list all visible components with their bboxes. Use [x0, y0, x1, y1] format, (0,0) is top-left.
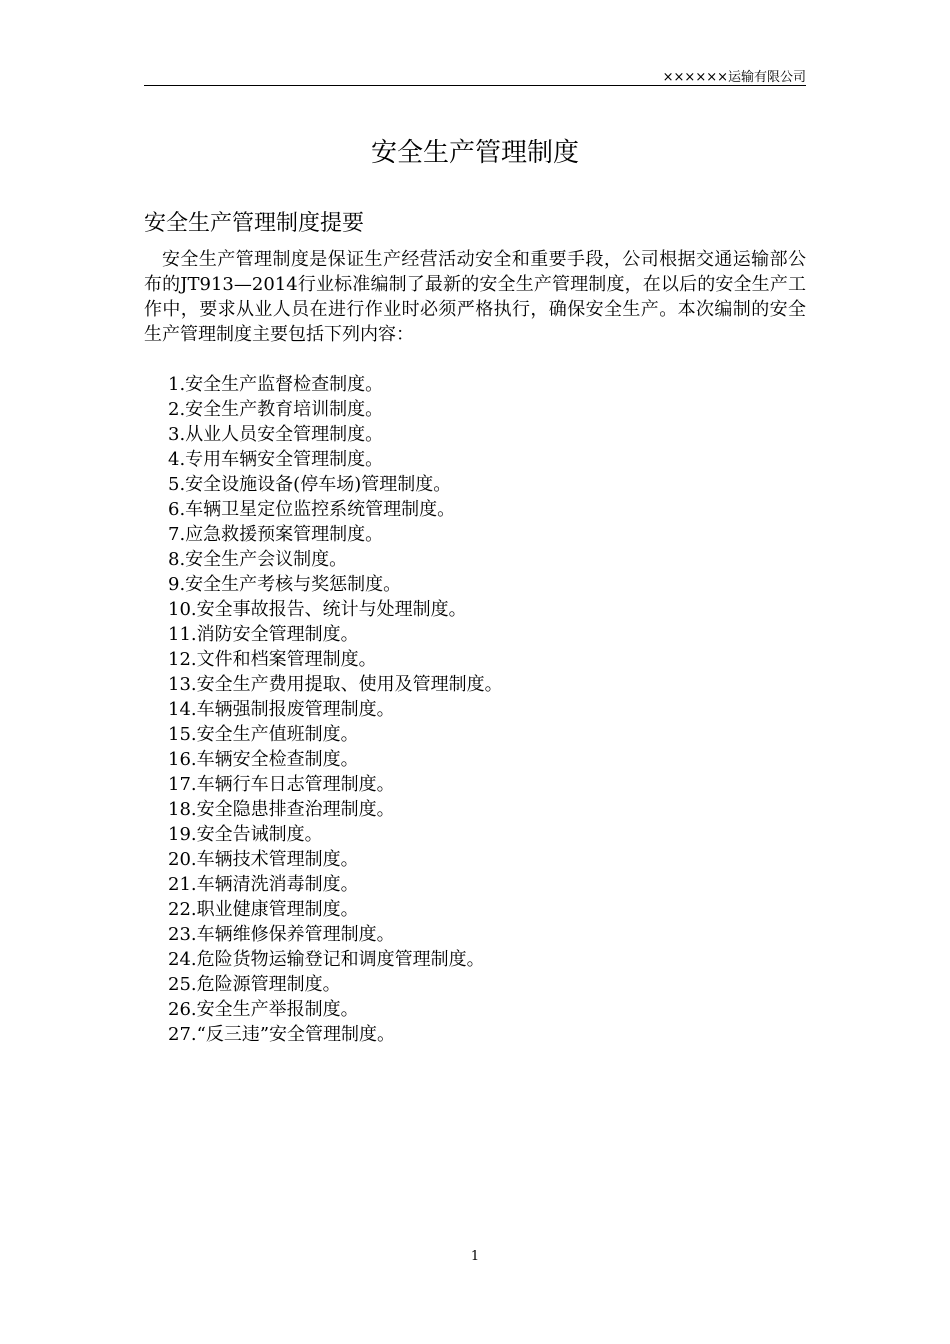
- list-item: 23.车辆维修保养管理制度。: [168, 924, 395, 945]
- list-item: 26.安全生产举报制度。: [168, 999, 359, 1020]
- list-item: 7.应急救援预案管理制度。: [168, 524, 384, 545]
- list-item: 25.危险源管理制度。: [168, 974, 341, 995]
- list-item: 16.车辆安全检查制度。: [168, 749, 359, 770]
- list-item: 5.安全设施设备(停车场)管理制度。: [168, 474, 452, 495]
- list-item: 20.车辆技术管理制度。: [168, 849, 359, 870]
- list-item: 3.从业人员安全管理制度。: [168, 424, 384, 445]
- list-item: 22.职业健康管理制度。: [168, 899, 359, 920]
- list-item: 19.安全告诫制度。: [168, 824, 323, 845]
- list-item: 8.安全生产会议制度。: [168, 549, 348, 570]
- list-item: 13.安全生产费用提取、使用及管理制度。: [168, 674, 503, 695]
- list-item: 2.安全生产教育培训制度。: [168, 399, 384, 420]
- list-item: 6.车辆卫星定位监控系统管理制度。: [168, 499, 456, 520]
- list-item: 21.车辆清洗消毒制度。: [168, 874, 359, 895]
- list-item: 12.文件和档案管理制度。: [168, 649, 377, 670]
- page-number: 1: [470, 1249, 480, 1264]
- list-item: 24.危险货物运输登记和调度管理制度。: [168, 949, 485, 970]
- regulation-list: [168, 372, 503, 1047]
- list-item: 10.安全事故报告、统计与处理制度。: [168, 599, 467, 620]
- list-item: 1.安全生产监督检查制度。: [168, 374, 384, 395]
- list-item: 15.安全生产值班制度。: [168, 724, 359, 745]
- intro-paragraph: 安全生产管理制度是保证生产经营活动安全和重要手段，公司根据交通运输部公布的JT913—2014行业标准编制了最新的安全生产管理制度，在以后的安全生产工作中，要求从业人员在进行作业时必须严格执行，确保安全生产。本次编制的安全生产管理制度主要包括下列内容：: [144, 249, 806, 345]
- list-item: 4.专用车辆安全管理制度。: [168, 449, 384, 470]
- page-header-company: ××××××运输有限公司: [662, 70, 806, 85]
- header-divider: [144, 85, 806, 86]
- document-title: 安全生产管理制度: [370, 138, 579, 168]
- list-item: 18.安全隐患排查治理制度。: [168, 799, 395, 820]
- list-item: 17.车辆行车日志管理制度。: [168, 774, 395, 795]
- list-item: 11.消防安全管理制度。: [168, 624, 359, 645]
- section-title: 安全生产管理制度提要: [144, 211, 365, 236]
- list-item: 27.“反三违”安全管理制度。: [168, 1024, 396, 1045]
- list-item: 14.车辆强制报废管理制度。: [168, 699, 395, 720]
- list-item: 9.安全生产考核与奖惩制度。: [168, 574, 402, 595]
